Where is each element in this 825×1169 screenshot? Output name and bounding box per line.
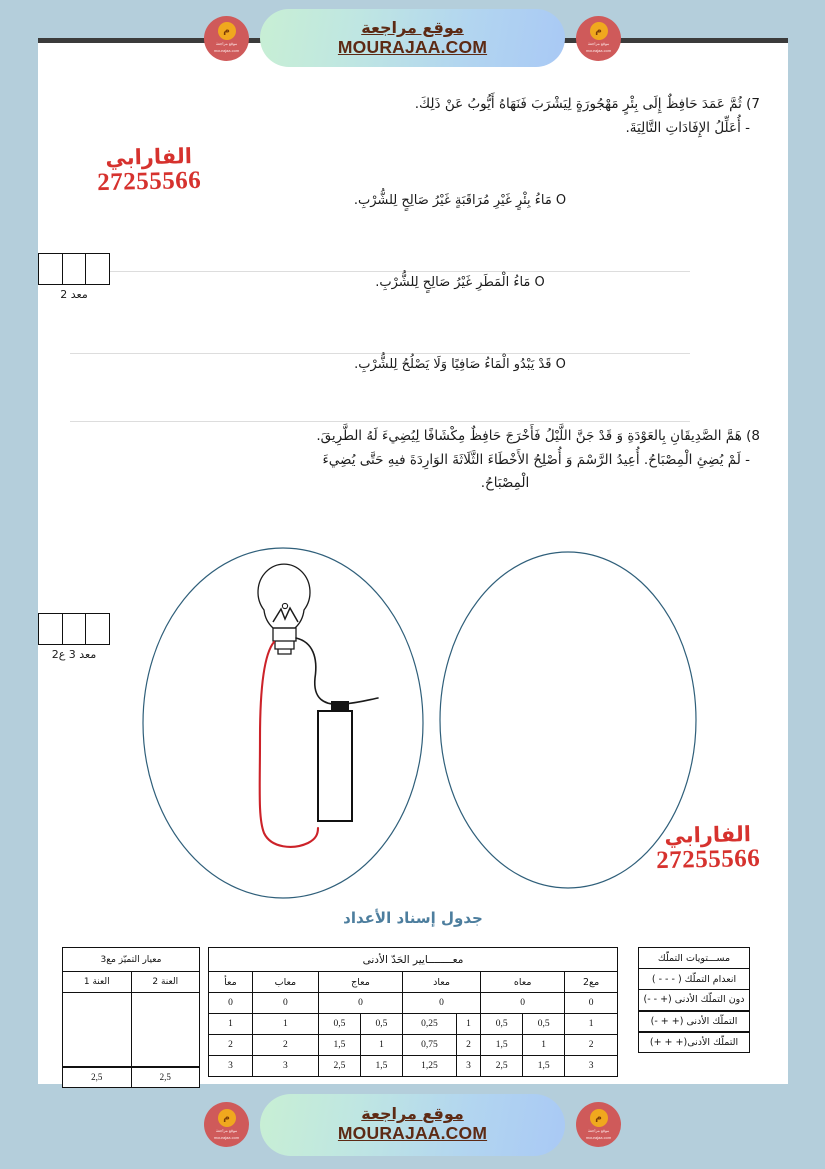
criteria-cell: 1 [209, 1014, 253, 1035]
criteria-cell: 1,25 [402, 1056, 456, 1077]
criteria-cell: 0 [252, 993, 318, 1014]
banner-pill [213, 1094, 612, 1156]
logo-caption-url: mourajaa.com [213, 1134, 240, 1140]
logo-caption-ar: موقع مراجعة [215, 41, 238, 47]
question-7-instruction: - أُعَلِّلُ الإِفَادَاتِ التَّالِيَةَ. [625, 119, 750, 136]
criteria-cell: 3 [565, 1056, 618, 1077]
question-7-option-1[interactable]: O مَاءُ بِئْرٍ غَيْرِ مُرَاقَبَةٍ غَيْرُ صَالِحٍ لِلشُّرْبِ. [353, 193, 567, 208]
criteria-cell: 2,5 [318, 1056, 360, 1077]
levels-row: انعدام التملّك ( - - - ) [639, 969, 750, 990]
levels-of-mastery-table [638, 947, 750, 1053]
criteria-cell: 0,5 [481, 1014, 523, 1035]
criteria-cell: 2 [209, 1035, 253, 1056]
criteria-cell: 2 [252, 1035, 318, 1056]
table-row [209, 1035, 618, 1056]
criteria-col-maab: معاب [252, 972, 318, 993]
question-7 [190, 93, 760, 140]
levels-header: مســـتويات التملّك [639, 948, 750, 969]
criteria-cell: 0,25 [402, 1014, 456, 1035]
score-cell[interactable] [39, 254, 62, 284]
site-banner-top [0, 0, 825, 76]
criteria-cell: 0 [318, 993, 402, 1014]
excellence-criterion-table [62, 947, 200, 1088]
criteria-cell: 1 [565, 1014, 618, 1035]
question-8 [160, 425, 760, 496]
criteria-cell: 0,5 [318, 1014, 360, 1035]
banner-arabic-label: موقع مراجعة [361, 1104, 464, 1124]
criteria-cell: 0,5 [360, 1014, 402, 1035]
logo-mark: م [218, 22, 236, 40]
excellence-blank-cell[interactable] [131, 993, 199, 1067]
black-wire [296, 638, 378, 704]
criteria-cell: 0 [209, 993, 253, 1014]
logo-caption-ar: موقع مراجعة [215, 1127, 238, 1133]
table-row [209, 1014, 618, 1035]
score-cell[interactable] [39, 614, 62, 644]
criteria-cell: 1,5 [360, 1056, 402, 1077]
logo-caption-ar: موقع مراجعة [587, 1127, 610, 1133]
score-box-question-7[interactable] [38, 253, 110, 301]
excellence-col-2: العنة 1 [63, 972, 132, 993]
battery-cell-icon [318, 701, 352, 821]
criteria-cell: 3 [252, 1056, 318, 1077]
site-banner-bottom [0, 1080, 825, 1169]
criteria-cell: 0 [481, 993, 565, 1014]
criteria-column-headers [209, 972, 618, 993]
question-8-instruction-cont: الْمِصْبَاحُ. [480, 475, 530, 492]
separator-line [70, 421, 690, 422]
criteria-cell: 0 [565, 993, 618, 1014]
table-row [209, 1056, 618, 1077]
logo-caption-url: mourajaa.com [213, 48, 240, 53]
worksheet-page [38, 38, 788, 1084]
stamp-name: الفارابي [664, 822, 752, 848]
logo-caption-ar: موقع مراجعة [587, 41, 610, 47]
stamp-phone: 27255566 [96, 166, 202, 197]
separator-line [70, 271, 690, 272]
site-logo-icon-left [576, 1102, 621, 1147]
criteria-cell: 1 [523, 1035, 565, 1056]
site-logo-icon-left [576, 16, 621, 61]
logo-mark: م [590, 22, 608, 40]
logo-caption-url: mourajaa.com [585, 1134, 612, 1140]
criteria-cell: 2 [456, 1035, 480, 1056]
question-8-instruction: - لَمْ يُضِئِ الْمِصْبَاحُ. أُعِيدُ الرَّسْمَ وَ أُصْلِحُ الأَخْطَاءَ الثَّلَاثَةَ الوَارِدَةَ فيهِ حَتَّى يُضِيءَ [322, 451, 750, 468]
table-row [209, 993, 618, 1014]
criteria-col-mou2: مع2 [565, 972, 618, 993]
score-cell[interactable] [85, 254, 109, 284]
minimum-criteria-table [208, 947, 618, 1077]
question-7-option-2[interactable]: O مَاءُ الْمَطَرِ غَيْرُ صَالِحٍ لِلشُّرْبِ. [375, 275, 545, 290]
excellence-header: معيار التميّز مع3 [63, 948, 200, 972]
criteria-col-maa: معأ [209, 972, 253, 993]
score-cell[interactable] [62, 254, 86, 284]
question-7-prompt: 7) ثُمَّ عَمَدَ حَافِظٌ إِلَى بِئْرٍ مَهْجُورَةٍ لِيَشْرَبَ فَنَهَاهُ أَيُّوبُ عَنْ ذَلِكَ. [414, 96, 760, 112]
logo-caption-url: mourajaa.com [585, 48, 612, 53]
criteria-cell: 2 [565, 1035, 618, 1056]
banner-url-link[interactable]: MOURAJAA.COM [337, 36, 488, 57]
criteria-cell: 1,5 [318, 1035, 360, 1056]
school-stamp-top [53, 145, 244, 199]
criteria-col-maad: معاد [402, 972, 480, 993]
criteria-cell: 0,5 [523, 1014, 565, 1035]
logo-mark: م [218, 1109, 236, 1127]
logo-mark: م [590, 1109, 608, 1127]
battery-body [318, 711, 352, 821]
criteria-cell: 1,5 [481, 1035, 523, 1056]
question-7-option-3[interactable]: O قَدْ يَبْدُو الْمَاءُ صَافِيًا وَلَا يَصْلُحُ لِلشُّرْبِ. [354, 357, 566, 372]
levels-row: التملّك الأدنى (+ + -) [639, 1011, 750, 1032]
criteria-col-maah: معاه [481, 972, 565, 993]
criteria-cell: 2,5 [481, 1056, 523, 1077]
criteria-cell: 1 [456, 1014, 480, 1035]
score-cells[interactable] [38, 253, 110, 285]
question-8-prompt: 8) هَمَّ الصَّدِيقَانِ بِالعَوْدَةِ وَ قَدْ جَنَّ اللَّيْلُ فَأَخْرَجَ حَافِظٌ مِكْشَافًا لِيُضِيءَ لَهُ الطَّرِيقَ. [316, 428, 760, 444]
excellence-col-1: العنة 2 [131, 972, 199, 993]
criteria-cell: 3 [209, 1056, 253, 1077]
banner-arabic-label: موقع مراجعة [361, 17, 464, 37]
criteria-col-maaj: معاج [318, 972, 402, 993]
separator-line [70, 353, 690, 354]
banner-pill [213, 9, 612, 67]
stamp-phone: 27255566 [655, 844, 761, 875]
red-wire [260, 642, 318, 847]
site-logo-icon-right [204, 1102, 249, 1147]
levels-row: التملّك الأدنى(+ + +) [639, 1032, 750, 1053]
criteria-cell: 1 [360, 1035, 402, 1056]
excellence-blank-cell[interactable] [63, 993, 132, 1067]
criteria-cell: 0,75 [402, 1035, 456, 1056]
stamp-name: الفارابي [105, 144, 193, 170]
criteria-cell: 1,5 [523, 1056, 565, 1077]
score-label: معد 3 ع2 [51, 648, 97, 661]
banner-url-link[interactable]: MOURAJAA.COM [337, 1123, 488, 1144]
levels-row: دون التملّك الأدنى (+ - -) [639, 990, 750, 1011]
criteria-cell: 3 [456, 1056, 480, 1077]
excellence-total: 2,5 [63, 1067, 132, 1088]
criteria-cell: 0 [402, 993, 480, 1014]
site-logo-icon-right [204, 16, 249, 61]
excellence-total: 2,5 [131, 1067, 199, 1088]
school-stamp-bottom [612, 823, 803, 877]
score-label: معد 2 [60, 288, 88, 301]
criteria-header: معــــــــايير الحَدّ الأدنى [209, 948, 618, 972]
criteria-cell: 1 [252, 1014, 318, 1035]
tables-title: جدول إسناد الأعداد [343, 909, 483, 927]
